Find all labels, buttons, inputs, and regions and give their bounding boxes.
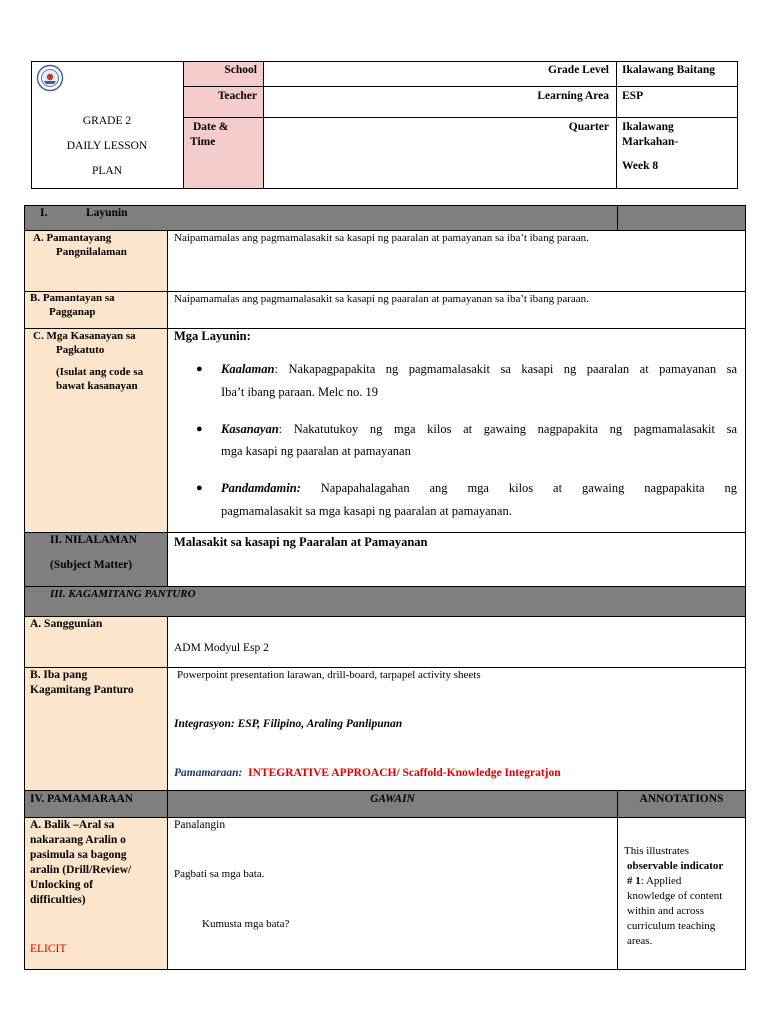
nilalaman-text: Malasakit sa kasapi ng Paaralan at Pamayanan (174, 535, 428, 549)
kaalaman-line-1 (221, 361, 737, 377)
integrasyon-text: Integrasyon: ESP, Filipino, Araling Panlipunan (174, 718, 403, 730)
grade-line-3: PLAN (91, 165, 123, 177)
kagamitan-heading: III. KAGAMITANG PANTURO (50, 588, 196, 600)
row-c-label-3: (Isulat ang code sa (56, 366, 144, 378)
elicit-label: ELICIT (30, 943, 67, 955)
sanggunian-text: ADM Modyul Esp 2 (174, 642, 269, 654)
teacher-label: Teacher (217, 90, 257, 102)
row-b-label-2: Pagganap (49, 306, 96, 318)
row-c-label-1: C. Mga Kasanayan sa (33, 330, 136, 342)
annotation-line-4: knowledge of content (627, 890, 723, 902)
pagbati-text: Pagbati sa mga bata. (174, 868, 265, 880)
date-label-1: Date & (193, 121, 229, 133)
annotation-line-3 (627, 874, 681, 889)
annotation-line-2: observable indicator (627, 860, 724, 872)
balik-aral-label-5: Unlocking of (30, 879, 93, 891)
kasanayan-text: : Nakatutukoy ng mga kilos at gawaing nagpapakita ng pagmamalasakit sa (278, 422, 737, 436)
layunin-header (25, 206, 745, 230)
kaalaman-text: : Nakapagpapakita ng pagmamalasakit sa kasapi ng paaralan at pamayanan sa (274, 362, 737, 376)
bullet-kasanayan: ● (196, 423, 203, 435)
grade-line-2: DAILY LESSON (66, 140, 148, 152)
grade-level-value: Ikalawang Baitang (622, 64, 715, 76)
row-c-label-4: bawat kasanayan (56, 380, 138, 392)
annotations-heading: ANNOTATIONS (639, 793, 724, 805)
quarter-value-2: Markahan- (622, 136, 679, 148)
kaalaman-line-2: Iba’t ibang paraan. Melc no. 19 (221, 385, 379, 399)
school-label: School (224, 64, 257, 76)
row-b-text: Naipamamalas ang pagmamalasakit sa kasapi ng paaralan at pamayanan sa iba’t ibang paraan. (174, 293, 589, 305)
learning-area-label: Learning Area (537, 90, 609, 102)
learning-area-value: ESP (622, 90, 644, 102)
pamamaraan-heading: IV. PAMAMARAAN (30, 793, 134, 805)
quarter-value-1: Ikalawang (622, 121, 674, 133)
pandamdamin-term: Pandamdamin: (221, 481, 301, 495)
balik-aral-label-4: aralin (Drill/Review/ (30, 864, 132, 876)
layunin-num: I. (40, 207, 48, 219)
kasanayan-line-2: mga kasapi ng paaralan at pamayanan (221, 444, 411, 458)
bullet-pandamdamin: ● (196, 482, 203, 494)
grade-line-1: GRADE 2 (82, 115, 132, 127)
kumusta-text: Kumusta mga bata? (202, 918, 290, 930)
date-label-2: Time (190, 136, 216, 148)
balik-aral-label-3: pasimula sa bagong (30, 849, 127, 861)
pamamaraan-value: INTEGRATIVE APPROACH/ Scaffold-Knowledge Integratjon (248, 767, 561, 779)
iba-pang-label-1: B. Iba pang (30, 669, 88, 681)
gawain-heading: GAWAIN (370, 793, 415, 805)
annotation-applied: : Applied (640, 875, 682, 887)
pandamdamin-text: Napapahalagahan ang mga kilos at gawaing nagpapakita ng (300, 481, 737, 495)
kasanayan-term: Kasanayan (221, 422, 279, 436)
kasanayan-line-1 (221, 421, 737, 437)
nilalaman-label-2: (Subject Matter) (50, 559, 133, 571)
row-c-label-cell (25, 329, 167, 532)
bullet-kaalaman: ● (196, 363, 203, 375)
annotation-line-5: within and across (627, 905, 704, 917)
row-a-text: Naipamamalas ang pagmamalasakit sa kasapi ng paaralan at pamayanan sa iba’t ibang paraan. (174, 232, 589, 244)
balik-aral-label-2: nakaraang Aralin o (30, 834, 126, 846)
quarter-value-3: Week 8 (622, 160, 659, 172)
panalangin-text: Panalangin (174, 819, 226, 831)
sanggunian-label: A. Sanggunian (30, 618, 103, 630)
layunin-heading: Layunin (86, 207, 128, 219)
row-b-label-1: B. Pamantayan sa (30, 292, 115, 304)
deped-seal-icon (36, 64, 64, 92)
nilalaman-label-1: II. NILALAMAN (50, 534, 137, 546)
kaalaman-term: Kaalaman (221, 362, 275, 376)
mga-layunin: Mga Layunin: (174, 329, 251, 343)
grade-level-label: Grade Level (548, 64, 609, 76)
row-c-label-2: Pagkatuto (56, 344, 105, 356)
pamamaraan-approach (174, 766, 561, 781)
pandamdamin-line-1 (221, 480, 737, 496)
iba-pang-label-2: Kagamitang Panturo (30, 684, 134, 696)
balik-aral-label-1: A. Balik –Aral sa (30, 819, 115, 831)
pandamdamin-line-2: pagmamalasakit sa mga kasapi ng paaralan at pamayanan. (221, 504, 512, 518)
annotation-line-1: This illustrates (624, 845, 690, 857)
balik-aral-label-6: difficulties) (30, 894, 86, 906)
pamamaraan-label: Pamamaraan: (174, 767, 243, 779)
annotation-indicator: # 1 (627, 875, 641, 887)
row-a-label-2: Pangnilalaman (56, 246, 127, 258)
iba-pang-text: Powerpoint presentation larawan, drill-board, tarpapel activity sheets (177, 669, 481, 681)
row-a-label-1: A. Pamantayang (33, 232, 112, 244)
annotation-line-6: curriculum teaching (627, 920, 716, 932)
annotation-line-7: areas. (627, 935, 653, 947)
quarter-label: Quarter (568, 121, 609, 133)
